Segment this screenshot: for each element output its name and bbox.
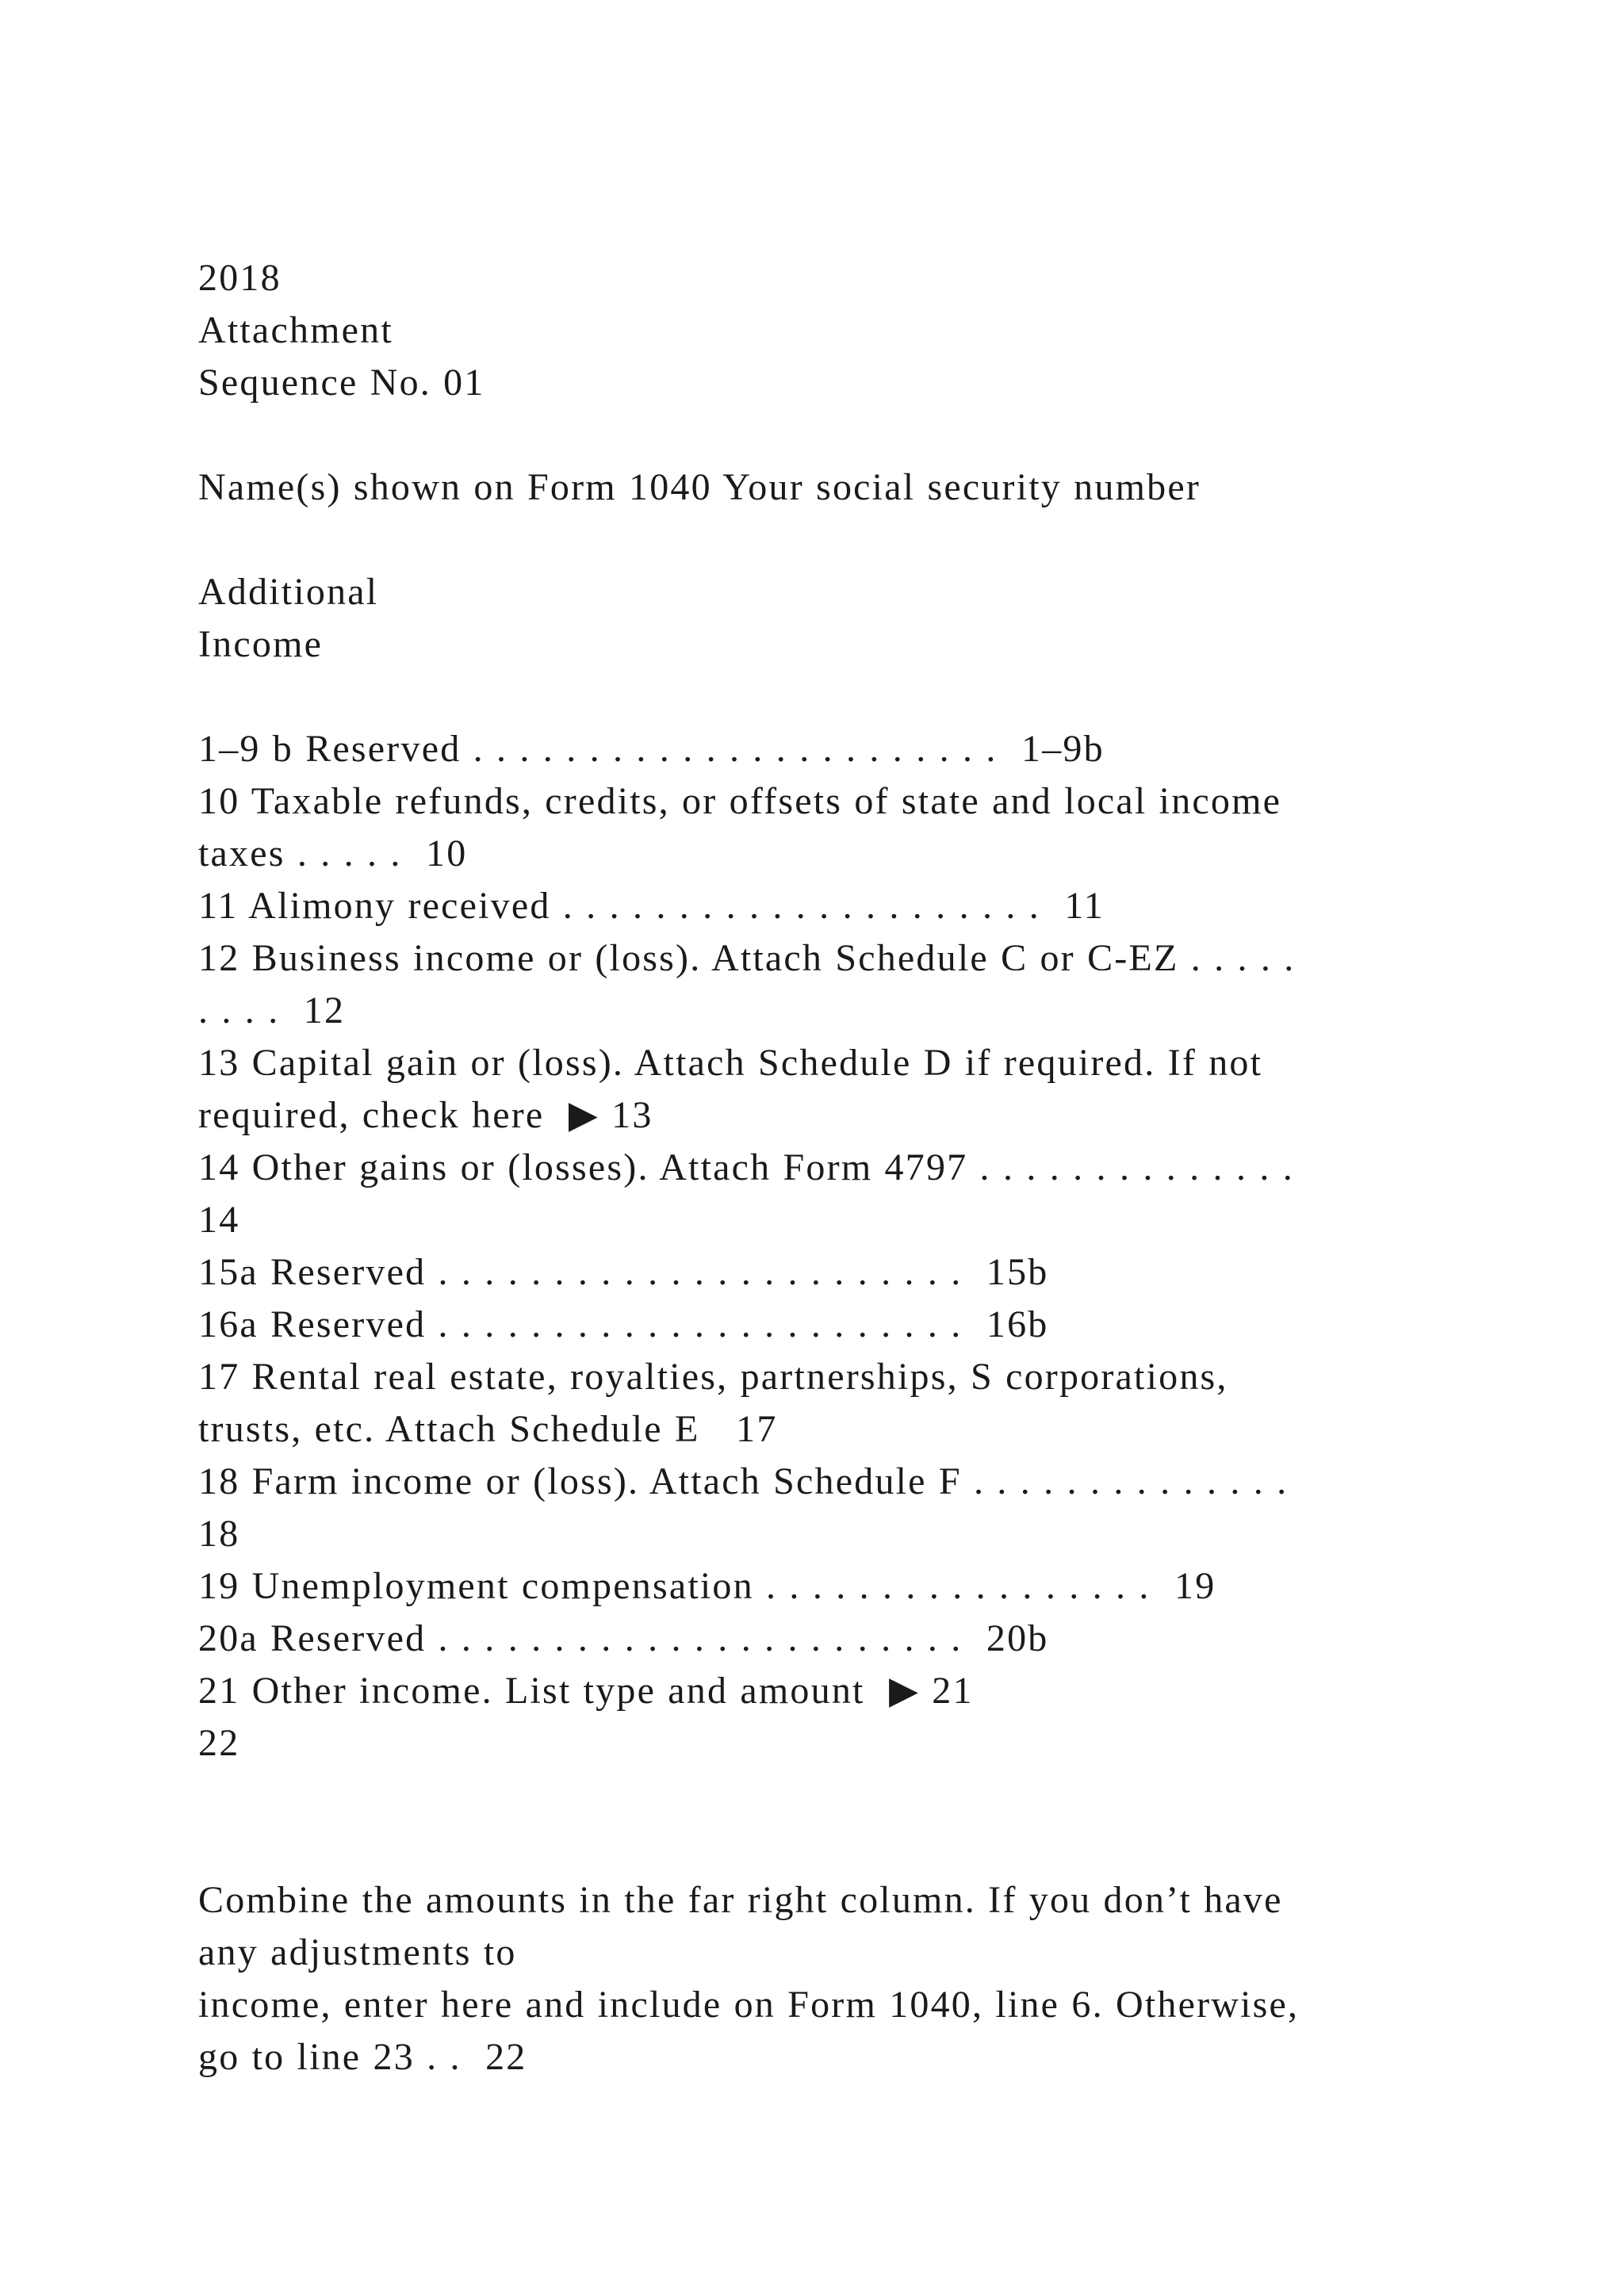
- form-line: trusts, etc. Attach Schedule E 17: [198, 1408, 778, 1450]
- spacer: [198, 514, 1546, 566]
- form-line: 18 Farm income or (loss). Attach Schedule F . . . . . . . . . . . . . .: [198, 1460, 1289, 1502]
- form-year: 2018: [198, 257, 282, 299]
- form-line: . . . . 12: [198, 989, 346, 1031]
- spacer: [198, 1770, 1546, 1874]
- form-line: 13 Capital gain or (loss). Attach Schedule D if required. If not: [198, 1042, 1263, 1084]
- footer-line: income, enter here and include on Form 1040, line 6. Otherwise,: [198, 1984, 1300, 2026]
- footer-line: go to line 23 . . 22: [198, 2036, 527, 2078]
- form-line: 14: [198, 1199, 240, 1241]
- form-line: 15a Reserved . . . . . . . . . . . . . . . . . . . . . . . 15b: [198, 1251, 1049, 1293]
- form-line: 18: [198, 1513, 240, 1555]
- form-line: 20a Reserved . . . . . . . . . . . . . . . . . . . . . . . 20b: [198, 1617, 1049, 1659]
- form-line: 22: [198, 1722, 240, 1764]
- form-line: taxes . . . . . 10: [198, 832, 468, 874]
- sequence-number: Sequence No. 01: [198, 362, 485, 404]
- attachment-label: Attachment: [198, 309, 393, 351]
- form-line: 19 Unemployment compensation . . . . . . . . . . . . . . . . . 19: [198, 1565, 1216, 1607]
- section-title-line-1: Additional: [198, 571, 379, 613]
- spacer: [198, 671, 1546, 723]
- form-line: 16a Reserved . . . . . . . . . . . . . . . . . . . . . . . 16b: [198, 1303, 1049, 1345]
- form-line: 14 Other gains or (losses). Attach Form 4797 . . . . . . . . . . . . . .: [198, 1146, 1294, 1188]
- footer-line: any adjustments to: [198, 1931, 517, 1973]
- form-line: 21 Other income. List type and amount ▶ 21: [198, 1670, 974, 1712]
- form-line: 1–9 b Reserved . . . . . . . . . . . . . . . . . . . . . . . 1–9b: [198, 728, 1105, 770]
- form-line: 12 Business income or (loss). Attach Schedule C or C-EZ . . . . .: [198, 937, 1296, 979]
- form-page: [198, 252, 1546, 2084]
- name-ssn-label: Name(s) shown on Form 1040 Your social security number: [198, 466, 1201, 508]
- form-line: 17 Rental real estate, royalties, partnerships, S corporations,: [198, 1356, 1228, 1398]
- form-line: required, check here ▶ 13: [198, 1094, 653, 1136]
- form-line: 10 Taxable refunds, credits, or offsets of state and local income: [198, 780, 1282, 822]
- footer-line: Combine the amounts in the far right column. If you don’t have: [198, 1879, 1283, 1921]
- form-line: 11 Alimony received . . . . . . . . . . . . . . . . . . . . . 11: [198, 885, 1105, 927]
- spacer: [198, 409, 1546, 461]
- section-title-line-2: Income: [198, 623, 324, 665]
